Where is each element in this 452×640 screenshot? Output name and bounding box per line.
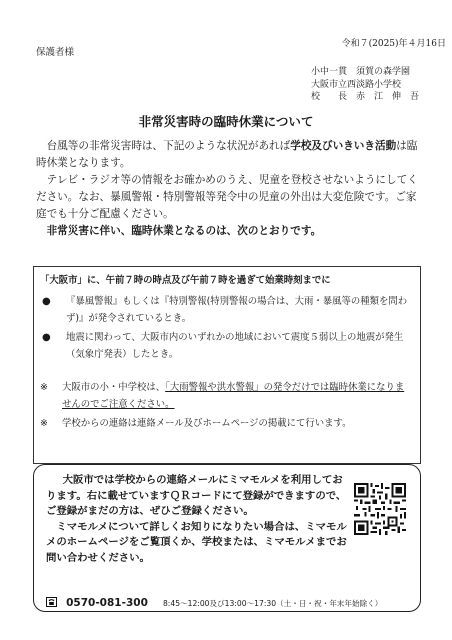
condition-item-warning: ● 『暴風警報』もしくは『特別警報(特別警報の場合は、大雨・暴風等の種類を問わず)』が発令されているとき。 <box>40 293 412 327</box>
info-paragraph-inquiry: ミマモルメについて詳しくお知りになりたい場合は、ミマモルメのホームページをご覧頂くか、学校または、ミマモルメまでお問い合わせください。 <box>46 520 347 564</box>
addressee: 保護者様 <box>36 47 75 58</box>
business-hours: 8:45～12:00及び13:00～17:30（土・日・祝・年末年始除く） <box>162 599 383 608</box>
qr-code-icon[interactable] <box>354 483 406 535</box>
note-mark: ※ <box>40 418 48 429</box>
bullet-icon: ● <box>42 296 51 307</box>
sender-principal: 校 長 赤 江 伸 吾 <box>311 92 420 102</box>
telephone-icon <box>46 597 57 607</box>
note-rain-warning: ※ 大阪市の小・中学校は、「大雨警報や洪水警報」の発令だけでは臨時休業になりませんのでご注意ください。 <box>40 379 412 413</box>
conditions-heading: 「大阪市」に、午前７時の時点及び午前７時を過ぎて始業時刻までに <box>40 275 331 286</box>
document-title: 非常災害時の臨時休業について <box>138 114 314 129</box>
body-paragraph-conditions-intro: 非常災害に伴い、臨時休業となるのは、次のとおりです。 <box>46 225 322 237</box>
body-text <box>36 138 418 240</box>
sender-block <box>311 66 451 104</box>
bullet-icon: ● <box>42 332 51 343</box>
sender-school-name: 大阪市立西淡路小学校 <box>311 79 402 90</box>
underlined-note: 「大雨警報や洪水警報」の発令だけでは臨時休業になりませんのでご注意ください。 <box>62 382 405 410</box>
document-date: 令和７(2025)年４月16日 <box>341 39 446 49</box>
note-contact-method: ※ 学校からの連絡は連絡メール及びホームページの掲載にて行います。 <box>40 415 412 432</box>
body-paragraph-closure: 台風等の非常災害時は、下記のような状況があれば学校及びいきいき活動は臨時休業となります。 <box>36 140 418 169</box>
closure-target-emphasis: 学校及びいきいき活動 <box>290 140 397 152</box>
closure-conditions-box <box>33 266 421 464</box>
info-paragraph-registration: 大阪市では学校からの連絡メールにミマモルメを利用しております。右に載せていますＱＲコードにて登録ができますので、ご登録がまだの方は、ぜひご登録ください。 <box>46 474 347 517</box>
condition-item-earthquake: ● 地震に関わって、大阪市内のいずれかの地域において震度５弱以上の地震が発生（気象庁発表）したとき。 <box>40 329 412 363</box>
sender-school-group: 小中一貫 須賀の森学園 <box>311 67 411 77</box>
contact-line <box>46 591 418 610</box>
body-paragraph-caution: テレビ・ラジオ等の情報をお確かめのうえ、児童を登校させないようにしてください。なお、暴風警報・特別警報等発令中の児童の外出は大変危険です。ご家庭でも十分ご配慮ください。 <box>36 174 418 220</box>
note-mark: ※ <box>40 382 48 393</box>
phone-number[interactable]: 0570-081-300 <box>66 597 148 609</box>
mimamorume-info-box <box>33 464 421 612</box>
info-text <box>46 473 348 566</box>
